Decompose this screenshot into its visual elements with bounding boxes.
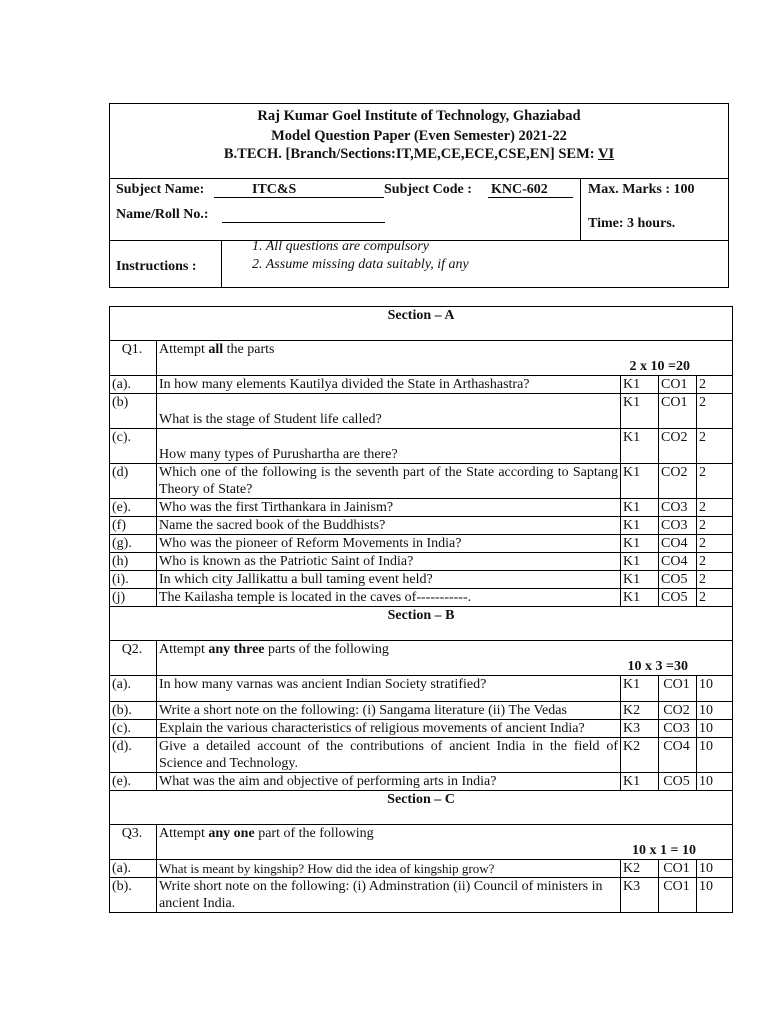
question-table [109, 306, 733, 913]
k-level: K2 [621, 860, 659, 878]
marks-value: 10 [697, 773, 733, 791]
question-row [110, 341, 733, 376]
instruction-emphasis: any three [208, 642, 265, 657]
question-number: Q2. [110, 641, 157, 676]
course-outcome: CO5 [659, 571, 697, 589]
instruction-pre: Attempt [159, 642, 209, 657]
part-label: (e). [110, 773, 157, 791]
question-text: Which one of the following is the seventh part of the State according to Saptang Theory of State? [157, 464, 621, 499]
course-outcome: CO2 [659, 464, 697, 499]
k-level: K1 [621, 535, 659, 553]
k-level: K1 [621, 464, 659, 499]
table-row [110, 535, 733, 553]
header-divider-1 [110, 178, 728, 179]
program-semester: VI [597, 146, 615, 162]
marks-value: 2 [697, 553, 733, 571]
section-title: Section – A [110, 307, 733, 341]
k-level: K1 [621, 376, 659, 394]
section-marks: 10 x 3 =30 [627, 659, 689, 674]
table-row [110, 429, 733, 464]
instruction-2: 2. Assume missing data suitably, if any [252, 257, 469, 272]
part-label: (b) [110, 394, 157, 429]
table-row [110, 571, 733, 589]
institute-name: Raj Kumar Goel Institute of Technology, Ghaziabad [257, 108, 581, 124]
max-marks: Max. Marks : 100 [588, 182, 695, 197]
instruction-post: parts of the following [264, 642, 389, 657]
question-text: Name the sacred book of the Buddhists? [157, 517, 621, 535]
marks-value: 2 [697, 376, 733, 394]
course-outcome: CO3 [659, 517, 697, 535]
part-label: (a). [110, 860, 157, 878]
program-text: B.TECH. [Branch/Sections:IT,ME,CE,ECE,CSE,EN] SEM: [223, 146, 595, 162]
exam-time: Time: 3 hours. [588, 216, 676, 231]
instructions-label: Instructions : [116, 259, 197, 274]
course-outcome: CO1 [659, 878, 697, 913]
k-level: K2 [621, 738, 659, 773]
course-outcome: CO1 [659, 676, 697, 702]
course-outcome: CO4 [659, 738, 697, 773]
table-row [110, 773, 733, 791]
course-outcome: CO1 [659, 394, 697, 429]
question-instruction [157, 341, 733, 376]
program-line [110, 146, 728, 163]
question-text: Write a short note on the following: (i) Sangama literature (ii) The Vedas [157, 702, 621, 720]
marks-value: 2 [697, 589, 733, 607]
table-row [110, 720, 733, 738]
part-label: (b). [110, 702, 157, 720]
question-text: Who is known as the Patriotic Saint of India? [157, 553, 621, 571]
marks-value: 10 [697, 702, 733, 720]
table-row [110, 499, 733, 517]
question-instruction [157, 641, 733, 676]
marks-value: 2 [697, 535, 733, 553]
course-outcome: CO2 [659, 702, 697, 720]
course-outcome: CO2 [659, 429, 697, 464]
part-label: (c). [110, 720, 157, 738]
question-text: In which city Jallikattu a bull taming event held? [157, 571, 621, 589]
k-level: K1 [621, 589, 659, 607]
question-text: Explain the various characteristics of religious movements of ancient India? [157, 720, 621, 738]
question-text: What is the stage of Student life called? [157, 394, 621, 429]
name-roll-blank[interactable] [222, 222, 385, 223]
question-text: Who was the pioneer of Reform Movements in India? [157, 535, 621, 553]
paper-header [109, 103, 729, 288]
question-row [110, 641, 733, 676]
paper-title: Model Question Paper (Even Semester) 2021-22 [271, 128, 567, 144]
k-level: K3 [621, 720, 659, 738]
k-level: K1 [621, 499, 659, 517]
question-text: Give a detailed account of the contributions of ancient India in the field of Science and Technology. [157, 738, 621, 773]
marks-value: 2 [697, 571, 733, 589]
part-label: (h) [110, 553, 157, 571]
part-label: (c). [110, 429, 157, 464]
marks-value: 2 [697, 517, 733, 535]
subject-code-label: Subject Code : [384, 182, 472, 197]
subject-code-value: KNC-602 [488, 182, 573, 198]
k-level: K1 [621, 517, 659, 535]
k-level: K1 [621, 429, 659, 464]
table-row [110, 553, 733, 571]
instruction-post: the parts [223, 342, 275, 357]
section-c-header [110, 791, 733, 825]
part-label: (f) [110, 517, 157, 535]
k-level: K1 [621, 394, 659, 429]
section-title: Section – B [110, 607, 733, 641]
part-label: (e). [110, 499, 157, 517]
part-label: (g). [110, 535, 157, 553]
marks-value: 2 [697, 499, 733, 517]
marks-value: 10 [697, 676, 733, 702]
question-text: In how many varnas was ancient Indian Society stratified? [157, 676, 621, 702]
k-level: K1 [621, 571, 659, 589]
question-text: Who was the first Tirthankara in Jainism? [157, 499, 621, 517]
question-row [110, 825, 733, 860]
instruction-post: part of the following [254, 826, 374, 841]
instruction-emphasis: all [208, 342, 224, 357]
section-marks: 10 x 1 = 10 [632, 843, 697, 858]
section-marks: 2 x 10 =20 [629, 359, 691, 374]
question-text: What was the aim and objective of performing arts in India? [157, 773, 621, 791]
question-number: Q1. [110, 341, 157, 376]
part-label: (j) [110, 589, 157, 607]
course-outcome: CO5 [659, 589, 697, 607]
marks-value: 10 [697, 878, 733, 913]
k-level: K1 [621, 553, 659, 571]
marks-value: 2 [697, 394, 733, 429]
part-label: (a). [110, 376, 157, 394]
k-level: K2 [621, 702, 659, 720]
table-row [110, 676, 733, 702]
table-row [110, 464, 733, 499]
instruction-pre: Attempt [159, 342, 209, 357]
part-label: (a). [110, 676, 157, 702]
question-text: How many types of Purushartha are there? [157, 429, 621, 464]
question-text: What is meant by kingship? How did the idea of kingship grow? [157, 860, 621, 878]
course-outcome: CO1 [659, 860, 697, 878]
table-row [110, 376, 733, 394]
marks-value: 2 [697, 464, 733, 499]
instructions-divider [221, 240, 222, 287]
instruction-emphasis: any one [208, 826, 255, 841]
k-level: K3 [621, 878, 659, 913]
section-b-header [110, 607, 733, 641]
k-level: K1 [621, 773, 659, 791]
course-outcome: CO3 [659, 720, 697, 738]
marks-value: 10 [697, 860, 733, 878]
question-text: Write short note on the following: (i) Adminstration (ii) Council of ministers in ancient India. [157, 878, 621, 913]
table-row [110, 702, 733, 720]
section-title: Section – C [110, 791, 733, 825]
part-label: (d). [110, 738, 157, 773]
part-label: (d) [110, 464, 157, 499]
table-row [110, 394, 733, 429]
course-outcome: CO3 [659, 499, 697, 517]
k-level: K1 [621, 676, 659, 702]
part-label: (b). [110, 878, 157, 913]
question-text: In how many elements Kautilya divided the State in Arthashastra? [157, 376, 621, 394]
table-row [110, 878, 733, 913]
marks-value: 10 [697, 720, 733, 738]
name-roll-label: Name/Roll No.: [116, 207, 209, 222]
instruction-pre: Attempt [159, 826, 209, 841]
table-row [110, 589, 733, 607]
table-row [110, 738, 733, 773]
question-number: Q3. [110, 825, 157, 860]
marks-divider [580, 178, 581, 240]
part-label: (i). [110, 571, 157, 589]
course-outcome: CO4 [659, 553, 697, 571]
section-a-header [110, 307, 733, 341]
course-outcome: CO1 [659, 376, 697, 394]
marks-value: 2 [697, 429, 733, 464]
subject-name-value: ITC&S [214, 182, 384, 198]
question-text: The Kailasha temple is located in the caves of-----------. [157, 589, 621, 607]
course-outcome: CO4 [659, 535, 697, 553]
instruction-1: 1. All questions are compulsory [252, 239, 429, 254]
table-row [110, 517, 733, 535]
question-instruction [157, 825, 733, 860]
table-row [110, 860, 733, 878]
marks-value: 10 [697, 738, 733, 773]
course-outcome: CO5 [659, 773, 697, 791]
subject-name-label: Subject Name: [116, 182, 205, 197]
